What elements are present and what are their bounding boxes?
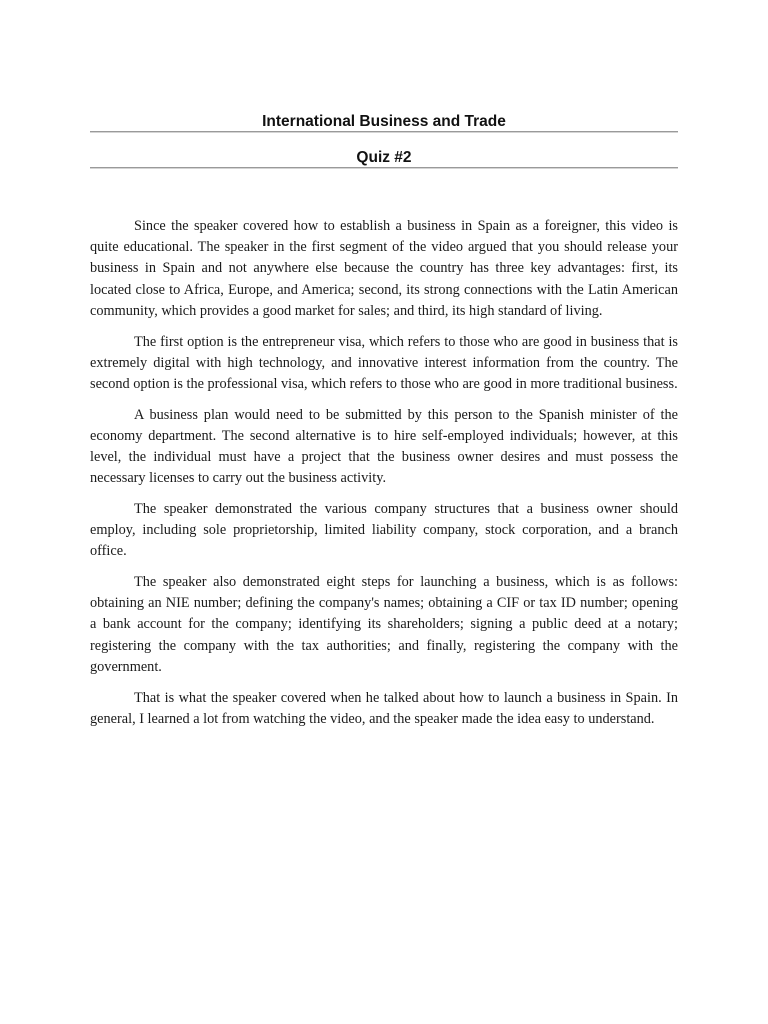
subtitle-divider bbox=[90, 167, 678, 169]
paragraph: That is what the speaker covered when he talked about how to launch a business in Spain. In general, I learned a lot from watching the video, and the speaker made the idea easy to understand. bbox=[90, 689, 678, 727]
paragraph: The speaker demonstrated the various company structures that a business owner should employ, including sole proprietorship, limited liability company, stock corporation, and a branch office. bbox=[90, 500, 678, 560]
title-divider bbox=[90, 131, 678, 133]
paragraph: A business plan would need to be submitted by this person to the Spanish minister of the economy department. The second alternative is to hire self-employed individuals; however, at this level, the individual must have a project that the business owner desires and must possess the necessary licenses to carry out the business activity. bbox=[90, 406, 678, 487]
paragraph: The speaker also demonstrated eight steps for launching a business, which is as follows: obtaining an NIE number; defining the company's names; obtaining a CIF or tax ID number; opening a bank account for the company; identifying its shareholders; signing a public deed at a notary; registering the company with the tax authorities; and finally, registering the company with the government. bbox=[90, 574, 678, 675]
document-subtitle: Quiz #2 bbox=[356, 149, 412, 166]
paragraph: Since the speaker covered how to establish a business in Spain as a foreigner, this video is quite educational. The speaker in the first segment of the video argued that you should release your business in Spain and not anywhere else because the country has three key advantages: first, its located close to Africa, Europe, and America; second, its strong connections with the Latin American community, which provides a good market for sales; and third, its high standard of living. bbox=[90, 218, 678, 319]
document-title: International Business and Trade bbox=[262, 113, 506, 130]
document-body bbox=[90, 216, 678, 739]
paragraph: The first option is the entrepreneur visa, which refers to those who are good in business that is extremely digital with high technology, and innovative interest information from the country. The second option is the professional visa, which refers to those who are good in more traditional business. bbox=[90, 333, 678, 392]
